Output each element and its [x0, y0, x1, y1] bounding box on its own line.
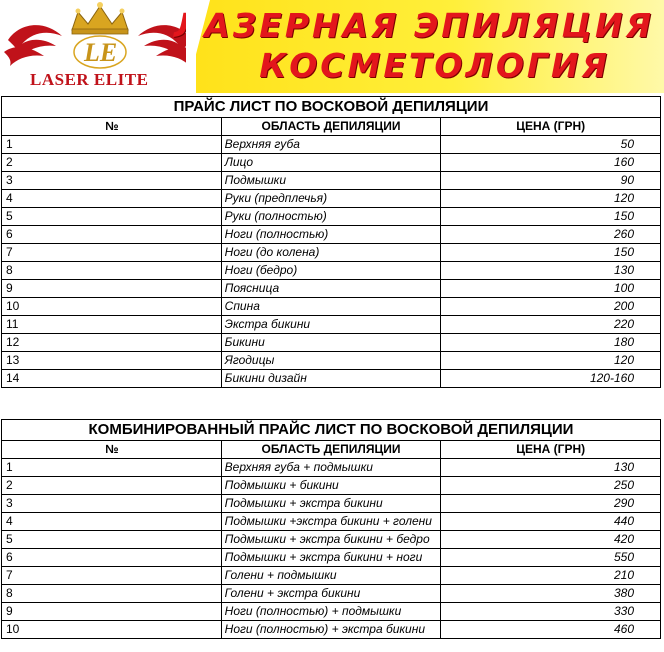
col-price-header: ЦЕНА (ГРН): [441, 118, 661, 136]
row-number: 6: [2, 226, 222, 244]
col-area-header: ОБЛАСТЬ ДЕПИЛЯЦИИ: [221, 441, 441, 459]
row-number: 8: [2, 262, 222, 280]
row-area: Бикини дизайн: [221, 370, 441, 388]
row-area: Спина: [221, 298, 441, 316]
row-area: Ноги (полностью) + подмышки: [221, 603, 441, 621]
row-area: Ягодицы: [221, 352, 441, 370]
row-area: Верхняя губа + подмышки: [221, 459, 441, 477]
row-number: 9: [2, 280, 222, 298]
row-number: 1: [2, 459, 222, 477]
row-area: Ноги (бедро): [221, 262, 441, 280]
row-number: 11: [2, 316, 222, 334]
row-number: 4: [2, 190, 222, 208]
table-row: [2, 585, 661, 603]
row-number: 1: [2, 136, 222, 154]
table-title-row: [2, 97, 661, 118]
banner: [173, 0, 664, 93]
row-number: 2: [2, 477, 222, 495]
table-row: [2, 190, 661, 208]
row-number: 8: [2, 585, 222, 603]
table-row: [2, 352, 661, 370]
table-row: [2, 513, 661, 531]
row-area: Экстра бикини: [221, 316, 441, 334]
row-price: 130: [441, 459, 661, 477]
row-area: Ноги (полностью): [221, 226, 441, 244]
row-price: 120: [441, 352, 661, 370]
table-row: [2, 172, 661, 190]
row-number: 10: [2, 621, 222, 639]
banner-title: ЛАЗЕРНАЯ ЭПИЛЯЦИЯ: [173, 6, 654, 45]
table-header-row: [2, 441, 661, 459]
header: [0, 0, 664, 93]
table-row: [2, 208, 661, 226]
combo-price-table: [1, 419, 661, 639]
row-number: 7: [2, 567, 222, 585]
row-area: Руки (полностью): [221, 208, 441, 226]
row-price: 120-160: [441, 370, 661, 388]
table-row: [2, 154, 661, 172]
row-price: 440: [441, 513, 661, 531]
row-number: 9: [2, 603, 222, 621]
table-row: [2, 334, 661, 352]
row-number: 12: [2, 334, 222, 352]
row-price: 210: [441, 567, 661, 585]
row-price: 130: [441, 262, 661, 280]
row-price: 50: [441, 136, 661, 154]
row-area: Подмышки +экстра бикини + голени: [221, 513, 441, 531]
row-price: 250: [441, 477, 661, 495]
row-number: 4: [2, 513, 222, 531]
row-area: Ноги (полностью) + экстра бикини: [221, 621, 441, 639]
table-row: [2, 280, 661, 298]
row-area: Подмышки + экстра бикини + ноги: [221, 549, 441, 567]
row-number: 7: [2, 244, 222, 262]
banner-subtitle: КОСМЕТОЛОГИЯ: [259, 46, 610, 85]
table-row: [2, 621, 661, 639]
col-price-header: ЦЕНА (ГРН): [441, 441, 661, 459]
row-area: Руки (предплечья): [221, 190, 441, 208]
table-row: [2, 316, 661, 334]
table-row: [2, 370, 661, 388]
row-number: 14: [2, 370, 222, 388]
row-price: 550: [441, 549, 661, 567]
row-area: Подмышки + бикини: [221, 477, 441, 495]
table-row: [2, 495, 661, 513]
row-area: Верхняя губа: [221, 136, 441, 154]
row-price: 220: [441, 316, 661, 334]
row-area: Подмышки + экстра бикини: [221, 495, 441, 513]
table-row: [2, 244, 661, 262]
wax-price-table: [1, 96, 661, 388]
row-price: 420: [441, 531, 661, 549]
row-price: 100: [441, 280, 661, 298]
row-area: Подмышки: [221, 172, 441, 190]
table-row: [2, 567, 661, 585]
row-number: 6: [2, 549, 222, 567]
row-number: 13: [2, 352, 222, 370]
row-price: 90: [441, 172, 661, 190]
row-price: 200: [441, 298, 661, 316]
row-number: 5: [2, 208, 222, 226]
logo: [0, 0, 200, 93]
row-price: 460: [441, 621, 661, 639]
table-row: [2, 262, 661, 280]
col-number-header: №: [2, 118, 222, 136]
row-area: Ноги (до колена): [221, 244, 441, 262]
col-area-header: ОБЛАСТЬ ДЕПИЛЯЦИИ: [221, 118, 441, 136]
row-number: 3: [2, 172, 222, 190]
table-row: [2, 459, 661, 477]
row-number: 3: [2, 495, 222, 513]
row-area: Подмышки + экстра бикини + бедро: [221, 531, 441, 549]
row-price: 160: [441, 154, 661, 172]
row-price: 380: [441, 585, 661, 603]
row-price: 180: [441, 334, 661, 352]
row-number: 5: [2, 531, 222, 549]
row-number: 10: [2, 298, 222, 316]
row-number: 2: [2, 154, 222, 172]
table-header-row: [2, 118, 661, 136]
row-area: Голени + подмышки: [221, 567, 441, 585]
table-row: [2, 603, 661, 621]
row-price: 150: [441, 208, 661, 226]
table-title: КОМБИНИРОВАННЫЙ ПРАЙС ЛИСТ ПО ВОСКОВОЙ ДЕПИЛЯЦИИ: [2, 420, 661, 441]
brand-name: LASER ELITE: [30, 70, 149, 89]
logo-monogram: LE: [84, 38, 118, 67]
table-title-row: [2, 420, 661, 441]
row-area: Голени + экстра бикини: [221, 585, 441, 603]
row-price: 290: [441, 495, 661, 513]
table-row: [2, 226, 661, 244]
banner-edge: [186, 0, 210, 93]
table-row: [2, 477, 661, 495]
table-row: [2, 531, 661, 549]
table-row: [2, 549, 661, 567]
col-number-header: №: [2, 441, 222, 459]
row-area: Лицо: [221, 154, 441, 172]
table-title: ПРАЙС ЛИСТ ПО ВОСКОВОЙ ДЕПИЛЯЦИИ: [2, 97, 661, 118]
table-row: [2, 136, 661, 154]
row-price: 150: [441, 244, 661, 262]
row-price: 330: [441, 603, 661, 621]
row-area: Поясница: [221, 280, 441, 298]
row-price: 260: [441, 226, 661, 244]
row-area: Бикини: [221, 334, 441, 352]
table-row: [2, 298, 661, 316]
row-price: 120: [441, 190, 661, 208]
